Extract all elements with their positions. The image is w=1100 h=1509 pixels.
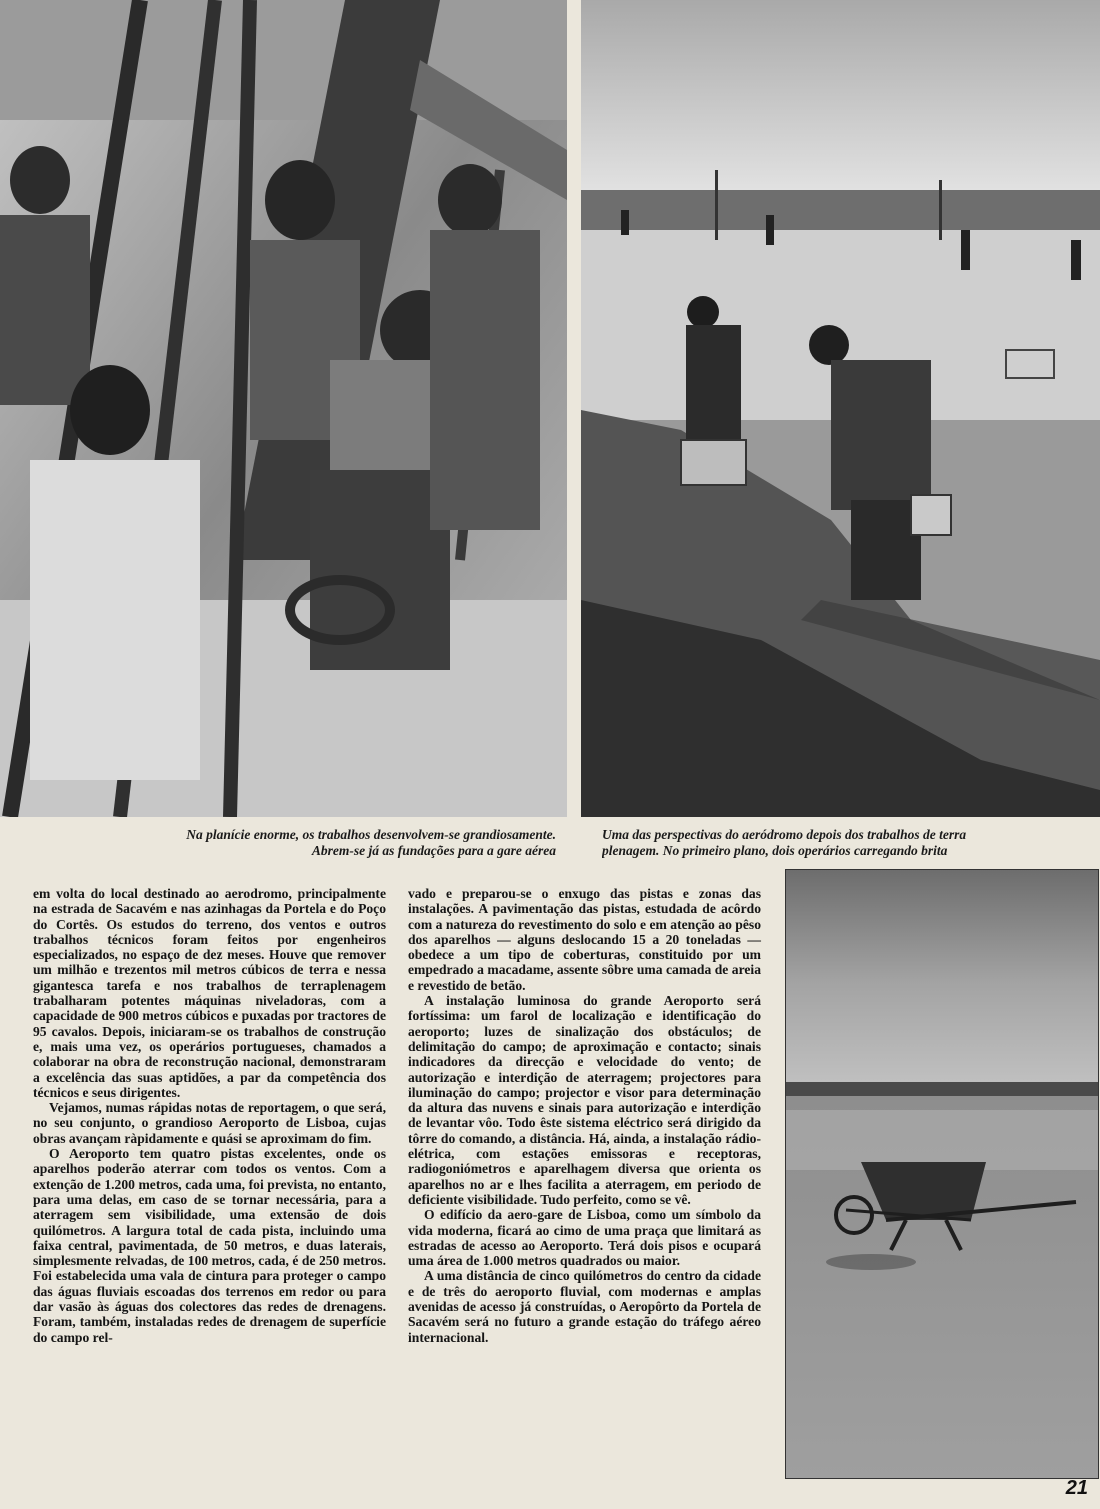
- article-paragraph: A instalação luminosa do grande Aeroporto será fortíssima: um farol de localização e identificação do aeroporto; luzes de sinalização dos obstáculos; de delimitação do campo; de aproximação e contacto; sinais indicadores da direcção e velocidade do vento; de autorização e interdição de aterragem; projectores para iluminação do campo; projector e visor para determinação da altura das nuvens e sinais para autorização e interdição de levantar vôo. Todo êste sistema eléctrico será dirigido da tôrre do comando, a distância. Há, ainda, a instalação rádio-elétrica, com estações emissoras e receptoras, radiogoniómetros e aparelhagem diversa que orienta os aparelhos no ar e lhes facilita a aterragem, em periodo de deficiente visibilidade. Tudo perfeito, como se vê.: [408, 993, 761, 1207]
- photo-wheelbarrow: [785, 869, 1099, 1479]
- article-paragraph: Vejamos, numas rápidas notas de reportagem, o que será, no seu conjunto, o grandioso Aeroporto de Lisboa, cujas obras avançam ràpidamente e quási se aproximam do fim.: [33, 1100, 386, 1146]
- caption-left-line2: Abrem-se já as fundações para a gare aérea: [311, 843, 556, 858]
- photo-wheelbarrow-illustration: [786, 870, 1098, 1478]
- article-paragraph: A uma distância de cinco quilómetros do centro da cidade e de três do aeroporto fluvial, com modernas e amplas avenidas de acesso já construídas, o Aeropôrto da Portela de Sacavém será no futuro a grande estação do tráfego aéreo internacional.: [408, 1268, 761, 1345]
- article-paragraph: vado e preparou-se o enxugo das pistas e zonas das instalações. A pavimentação das pistas, estudada de acôrdo com a natureza do revestimento do solo e em atenção ao pêso dos aparelhos — alguns deslocando 15 a 20 toneladas — obedece a um tipo de coberturas, constituido por um empedrado a macadame, assente sôbre uma camada de areia e revestido de betão.: [408, 886, 761, 993]
- caption-right-line1: Uma das perspectivas do aeródromo depois dos trabalhos de terra: [602, 827, 967, 842]
- article-paragraph: em volta do local destinado ao aerodromo, principalmente na estrada de Sacavém e nas azinhagas da Portela e do Poço do Cortês. Os estudos do terreno, dos ventos e outros trabalhos técnicos foram feitos por engenheiros especializados, no espaço de dez meses. Houve que remover um milhão e trezentos mil metros cúbicos de terra e nessa gigantesca tarefa e nos trabalhos de terraplenagem trabalharam potentes máquinas niveladoras, com a capacidade de 900 metros cúbicos e puxadas por tractores de 95 cavalos. Depois, iniciaram-se os trabalhos de construção e, mais uma vez, os operários portugueses, chamados a colaborar na obra de reconstrução nacional, demonstraram a excelência das suas aptidões, a par da competência dos técnicos e seus dirigentes.: [33, 886, 386, 1100]
- caption-left-line1: Na planície enorme, os trabalhos desenvolvem-se grandiosamente.: [186, 827, 556, 842]
- photo-workers-pulling-ropes: [0, 0, 567, 817]
- article-paragraph: O edifício da aero-gare de Lisboa, como um símbolo da vida moderna, ficará ao cimo de uma praça que limitará as estradas de acesso ao Aeroporto. Terá dois pisos e ocupará uma área de 1.000 metros quadrados ou maior.: [408, 1207, 761, 1269]
- caption-gravel-photo: [602, 827, 1100, 859]
- article-column-2: [408, 886, 761, 1345]
- photo-gravel-illustration: [581, 0, 1100, 817]
- caption-right-line2: plenagem. No primeiro plano, dois operários carregando brita: [602, 843, 948, 858]
- article-column-1: [33, 886, 386, 1345]
- article-paragraph: O Aeroporto tem quatro pistas excelentes, onde os aparelhos poderão aterrar com todos os ventos. Com a extenção de 1.200 metros, cada uma, foi prevista, no entanto, para uma delas, em caso de se tornar necessária, para a aterragem sem visibilidade, uma extensão de dois quilómetros. A largura total de cada pista, incluindo uma faixa central, pavimentada, de 50 metros, e duas laterais, simplesmente relvadas, de 100 metros, cada, é de 250 metros. Foi estabelecida uma vala de cintura para proteger o campo das águas fluviais escoadas dos terrenos em redor ou para dar vasão às águas dos colectores das redes de drenagens. Foram, também, instaladas redes de drenagem de superfície do campo rel-: [33, 1146, 386, 1345]
- page-number: 21: [1065, 1477, 1088, 1499]
- photo-workers-illustration: [0, 0, 567, 817]
- caption-workers-photo: [36, 827, 556, 859]
- photo-workers-shovelling-gravel: [581, 0, 1100, 817]
